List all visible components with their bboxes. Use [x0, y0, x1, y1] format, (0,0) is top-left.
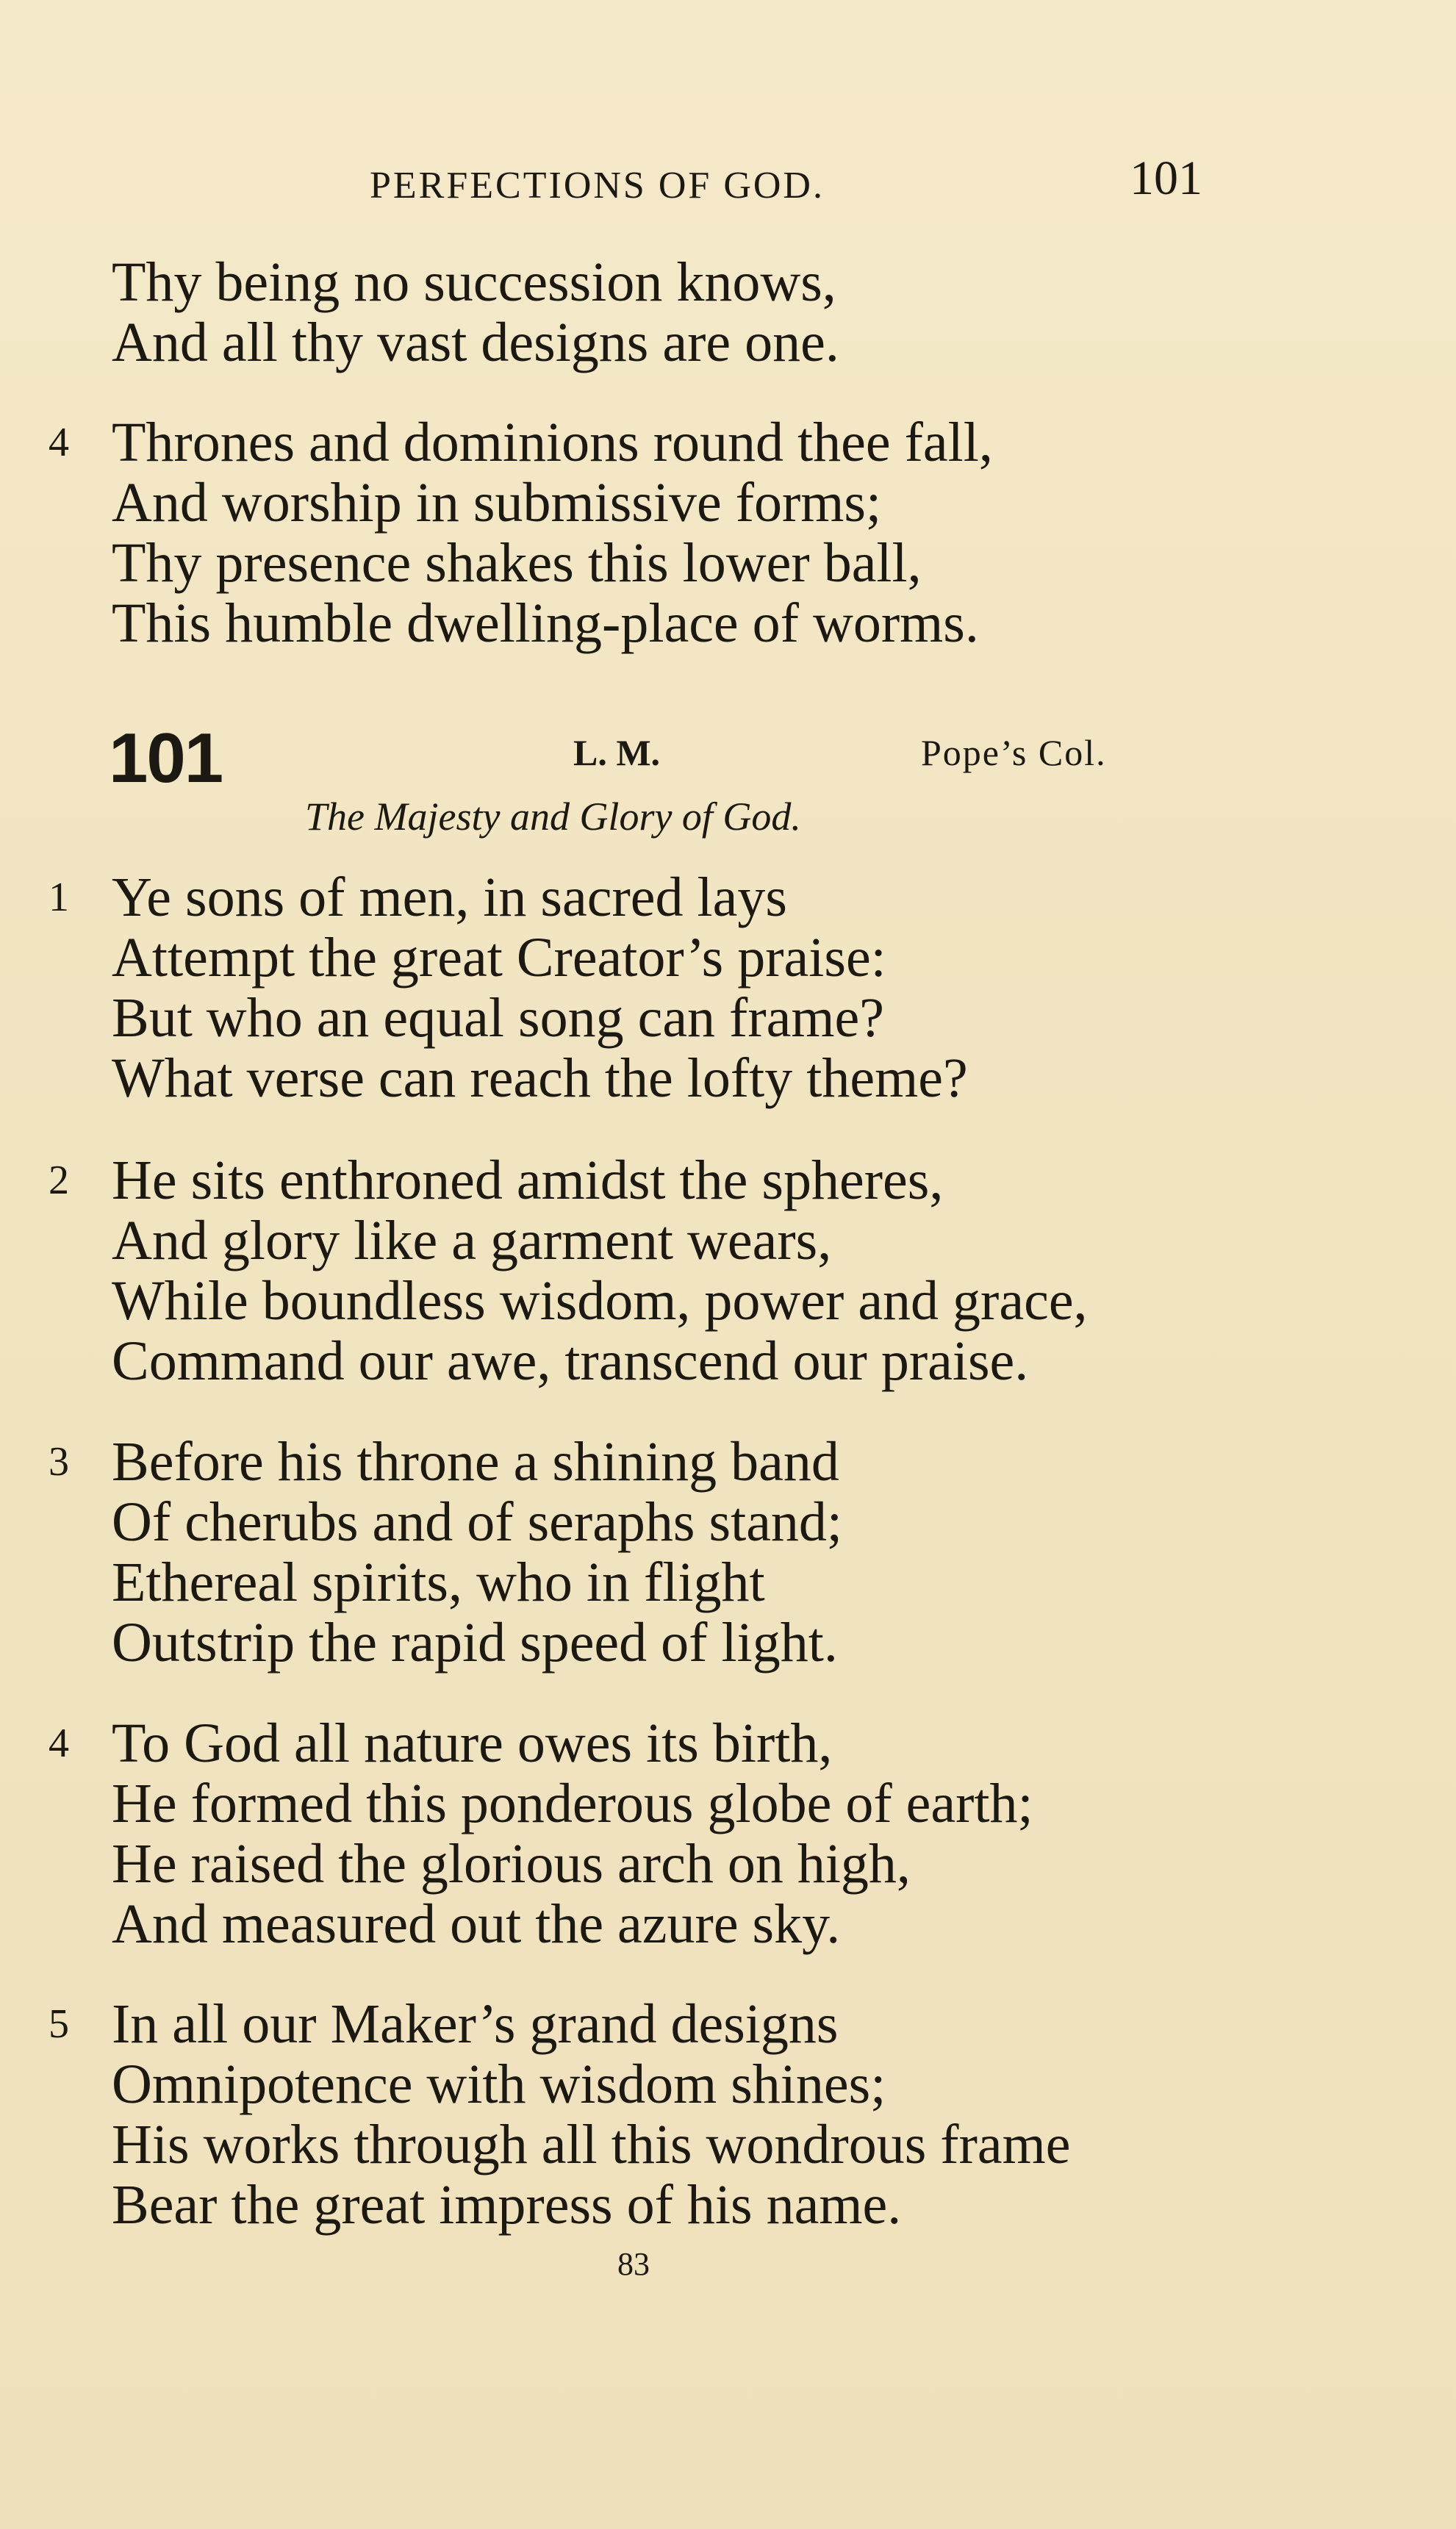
verse-line: Omnipotence with wisdom shines; [112, 2053, 886, 2115]
verse-line: And all thy vast designs are one. [112, 312, 839, 373]
stanza-number: 1 [49, 875, 69, 920]
hymn-title: The Majesty and Glory of God. [305, 794, 801, 839]
hymn-heading [0, 719, 1456, 797]
verse-line: Thy presence shakes this lower ball, [112, 532, 922, 594]
verse-line: He raised the glorious arch on high, [112, 1833, 911, 1895]
continuation-lines [0, 252, 1456, 373]
verse-line: 4 To God all nature owes its birth, [49, 1712, 833, 1774]
verse-line: This humble dwelling-place of worms. [112, 592, 979, 654]
verse-line: And worship in submissive forms; [112, 472, 882, 534]
verse-line: But who an equal song can frame? [112, 987, 884, 1049]
verse-line: Ethereal spirits, who in flight [112, 1552, 765, 1613]
stanza-number: 3 [49, 1439, 69, 1485]
stanza-number: 2 [49, 1158, 69, 1203]
verse-line: Thy being no succession knows, [112, 251, 836, 313]
verse-line: While boundless wisdom, power and grace, [112, 1270, 1088, 1332]
verse-line: Command our awe, transcend our praise. [112, 1330, 1029, 1392]
stanza-number: 4 [49, 420, 69, 465]
stanza-2 [0, 1150, 1456, 1391]
page-number: 101 [1130, 151, 1202, 205]
stanza-number: 5 [49, 2001, 69, 2047]
hymn-meter: L. M. [573, 732, 661, 773]
hymn-tune: Pope’s Col. [921, 732, 1107, 773]
stanza-4 [0, 1713, 1456, 1954]
verse-line: 3 Before his throne a shining band [49, 1431, 839, 1493]
stanza-number: 4 [49, 1721, 69, 1766]
verse-line: 5 In all our Maker’s grand designs [49, 1993, 839, 2055]
verse-line: What verse can reach the lofty theme? [112, 1047, 968, 1109]
page-header [0, 151, 1456, 209]
verse-line: He formed this ponderous globe of earth; [112, 1773, 1033, 1834]
running-title: PERFECTIONS OF GOD. [370, 165, 825, 207]
signature-mark: 83 [617, 2246, 650, 2282]
verse-line: And measured out the azure sky. [112, 1893, 841, 1955]
verse-line: Outstrip the rapid speed of light. [112, 1612, 838, 1674]
verse-line: His works through all this wondrous frame [112, 2114, 1071, 2175]
stanza-3 [0, 1432, 1456, 1673]
verse-line: 4 Thrones and dominions round thee fall, [49, 412, 993, 473]
verse-line: 2 He sits enthroned amidst the spheres, [49, 1149, 944, 1211]
verse-line: Bear the great impress of his name. [112, 2174, 902, 2236]
stanza-prev-4 [0, 412, 1456, 653]
verse-line: And glory like a garment wears, [112, 1210, 832, 1271]
verse-line: Of cherubs and of seraphs stand; [112, 1491, 843, 1553]
stanza-1 [0, 867, 1456, 1108]
verse-line: Attempt the great Creator’s praise: [112, 927, 886, 989]
verse-line: 1 Ye sons of men, in sacred lays [49, 867, 787, 928]
hymn-number: 101 [109, 719, 223, 797]
stanza-5 [0, 1994, 1456, 2235]
